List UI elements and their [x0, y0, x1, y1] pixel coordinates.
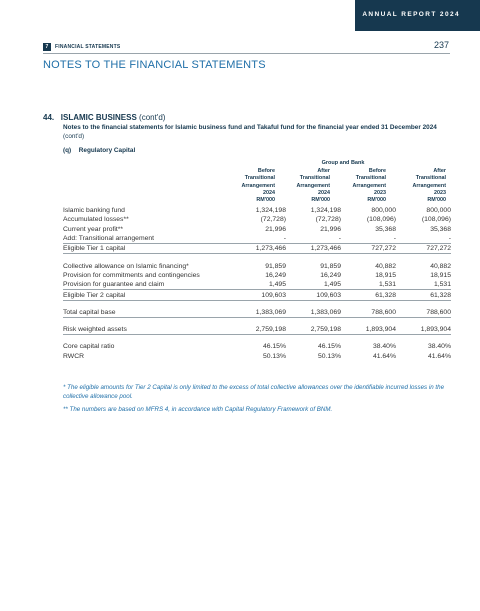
cell-value: - — [283, 235, 286, 243]
header-divider — [43, 53, 450, 54]
subsection-title: Regulatory Capital — [78, 147, 136, 154]
cell-value: 1,324,198 — [255, 207, 286, 215]
table-row-subtotal — [63, 244, 451, 254]
cell-value: 41.64% — [372, 352, 396, 360]
cell-value: (108,096) — [366, 216, 396, 224]
cell-value: 1,531 — [433, 281, 451, 289]
row-divider — [63, 300, 451, 308]
column-header — [280, 168, 330, 204]
cell-value: 18,915 — [375, 271, 396, 279]
cell-value: 61,328 — [396, 290, 451, 300]
table-row — [63, 271, 451, 280]
cell-value: 38.40% — [427, 343, 451, 351]
table-row — [63, 234, 451, 244]
page-title: NOTES TO THE FINANCIAL STATEMENTS — [43, 59, 266, 71]
subsection-index: (q) — [63, 147, 72, 154]
page-number: 237 — [433, 40, 449, 50]
cell-value: 2,759,198 — [255, 326, 286, 334]
column-header-unit: RM'000 — [256, 197, 275, 204]
column-header-year: 2023 — [434, 189, 446, 196]
cell-value: 21,996 — [265, 225, 286, 233]
column-header-year: 2024 — [263, 189, 275, 196]
cell-value: 50.13% — [317, 352, 341, 360]
top-bar — [0, 0, 480, 31]
footnote: ** The numbers are based on MFRS 4, in accordance with Capital Regulatory Framework of BNM. — [63, 406, 333, 413]
cell-value: 18,915 — [430, 271, 451, 279]
table-row — [63, 325, 451, 335]
cell-value: 35,368 — [430, 225, 451, 233]
row-label: Provision for guarantee and claim — [63, 281, 165, 289]
footnote: * The eligible amounts for Tier 2 Capital is only limited to the excess of total collective allowances over the identifiable incurred losses in the collective allowance pool. — [63, 384, 445, 400]
cell-value: 800,000 — [371, 207, 396, 215]
table-row — [63, 225, 451, 234]
row-label: Accumulated losses** — [63, 216, 129, 224]
column-header-line: Transitional — [415, 175, 446, 182]
column-header-line: Arrangement — [241, 182, 275, 189]
subsection-heading — [63, 147, 135, 154]
regulatory-capital-table — [63, 206, 451, 361]
column-header-line: Arrangement — [296, 182, 330, 189]
note-number: 44. — [43, 113, 55, 122]
row-label: Add: Transitional arrangement — [63, 235, 155, 243]
column-header — [396, 168, 446, 204]
cell-value: - — [448, 235, 451, 243]
cell-value: 109,603 — [231, 290, 286, 300]
cell-value: 788,600 — [426, 308, 451, 316]
cell-value: 727,272 — [396, 244, 451, 254]
intro-text — [63, 124, 451, 141]
table-row — [63, 206, 451, 215]
cell-value: 35,368 — [375, 225, 396, 233]
row-label: Core capital ratio — [63, 343, 115, 351]
cell-value: 91,859 — [265, 262, 286, 270]
cell-value: 40,882 — [430, 262, 451, 270]
cell-value: 1,531 — [378, 281, 396, 289]
cell-value: 1,495 — [268, 281, 286, 289]
column-header-line: Before — [257, 168, 275, 174]
cell-value: 1,893,904 — [420, 326, 451, 334]
table-row-subtotal — [63, 290, 451, 300]
cell-value: 788,600 — [371, 308, 396, 316]
cell-value: 1,383,069 — [255, 308, 286, 316]
section-label: FINANCIAL STATEMENTS — [55, 44, 121, 50]
annual-report-label: ANNUAL REPORT 2024 — [362, 11, 460, 18]
column-header — [225, 168, 275, 204]
column-header-line: Transitional — [299, 175, 330, 182]
row-divider — [63, 335, 451, 343]
row-label: Islamic banking fund — [63, 207, 125, 215]
cell-value: 1,893,904 — [365, 326, 396, 334]
cell-value: 109,603 — [286, 290, 341, 300]
group-label: Group and Bank — [321, 160, 365, 166]
column-header-line: After — [317, 168, 330, 174]
cell-value: 41.64% — [427, 352, 451, 360]
cell-value: 50.13% — [262, 352, 286, 360]
cell-value: - — [393, 235, 396, 243]
column-header-year: 2023 — [374, 189, 386, 196]
section-number-badge: 7 — [43, 43, 51, 51]
column-header-line: Transitional — [355, 175, 386, 182]
row-divider — [63, 254, 451, 262]
cell-value: - — [338, 235, 341, 243]
row-label: Eligible Tier 1 capital — [63, 244, 231, 254]
row-label: Total capital base — [63, 308, 116, 316]
row-label: Collective allowance on Islamic financing* — [63, 262, 189, 270]
cell-value: 1,383,069 — [310, 308, 341, 316]
row-label: Risk weighted assets — [63, 326, 127, 334]
cell-value: 21,996 — [320, 225, 341, 233]
cell-value: 61,328 — [341, 290, 396, 300]
column-header-line: Before — [368, 168, 386, 174]
cell-value: 38.40% — [372, 343, 396, 351]
column-header-year: 2024 — [318, 189, 330, 196]
column-header-line: After — [433, 168, 446, 174]
column-header-unit: RM'000 — [367, 197, 386, 204]
section-tag — [43, 43, 120, 51]
row-label: Provision for commitments and contingencies — [63, 271, 200, 279]
table-row — [63, 352, 451, 361]
cell-value: 46.15% — [262, 343, 286, 351]
cell-value: 1,273,466 — [231, 244, 286, 254]
column-header-line: Arrangement — [352, 182, 386, 189]
column-header-unit: RM'000 — [311, 197, 330, 204]
column-header-line: Arrangement — [412, 182, 446, 189]
cell-value: 91,859 — [320, 262, 341, 270]
cell-value: 1,324,198 — [310, 207, 341, 215]
cell-value: 40,882 — [375, 262, 396, 270]
intro-sentence: Notes to the financial statements for Islamic business fund and Takaful fund for the financial year ended 31 December 2024 — [63, 124, 437, 131]
cell-value: (72,728) — [315, 216, 341, 224]
cell-value: 16,249 — [320, 271, 341, 279]
cell-value: 2,759,198 — [310, 326, 341, 334]
column-header — [336, 168, 386, 204]
note-title: ISLAMIC BUSINESS — [60, 113, 137, 122]
table-row — [63, 342, 451, 351]
note-cont: (cont'd) — [139, 113, 166, 122]
intro-cont: (cont'd) — [63, 132, 85, 140]
cell-value: 16,249 — [265, 271, 286, 279]
cell-value: 1,495 — [323, 281, 341, 289]
column-header-line: Transitional — [244, 175, 275, 182]
cell-value: 800,000 — [426, 207, 451, 215]
row-label: Current year profit** — [63, 225, 124, 233]
cell-value: 1,273,466 — [286, 244, 341, 254]
cell-value: 46.15% — [317, 343, 341, 351]
row-label: Eligible Tier 2 capital — [63, 290, 231, 300]
row-divider — [63, 317, 451, 325]
cell-value: (72,728) — [260, 216, 286, 224]
row-label: RWCR — [63, 352, 85, 360]
table-row — [63, 261, 451, 270]
table-row — [63, 215, 451, 224]
table-row-total — [63, 308, 451, 318]
column-header-unit: RM'000 — [427, 197, 446, 204]
note-heading — [43, 113, 165, 122]
cell-value: 727,272 — [341, 244, 396, 254]
cell-value: (108,096) — [421, 216, 451, 224]
table-row — [63, 280, 451, 290]
